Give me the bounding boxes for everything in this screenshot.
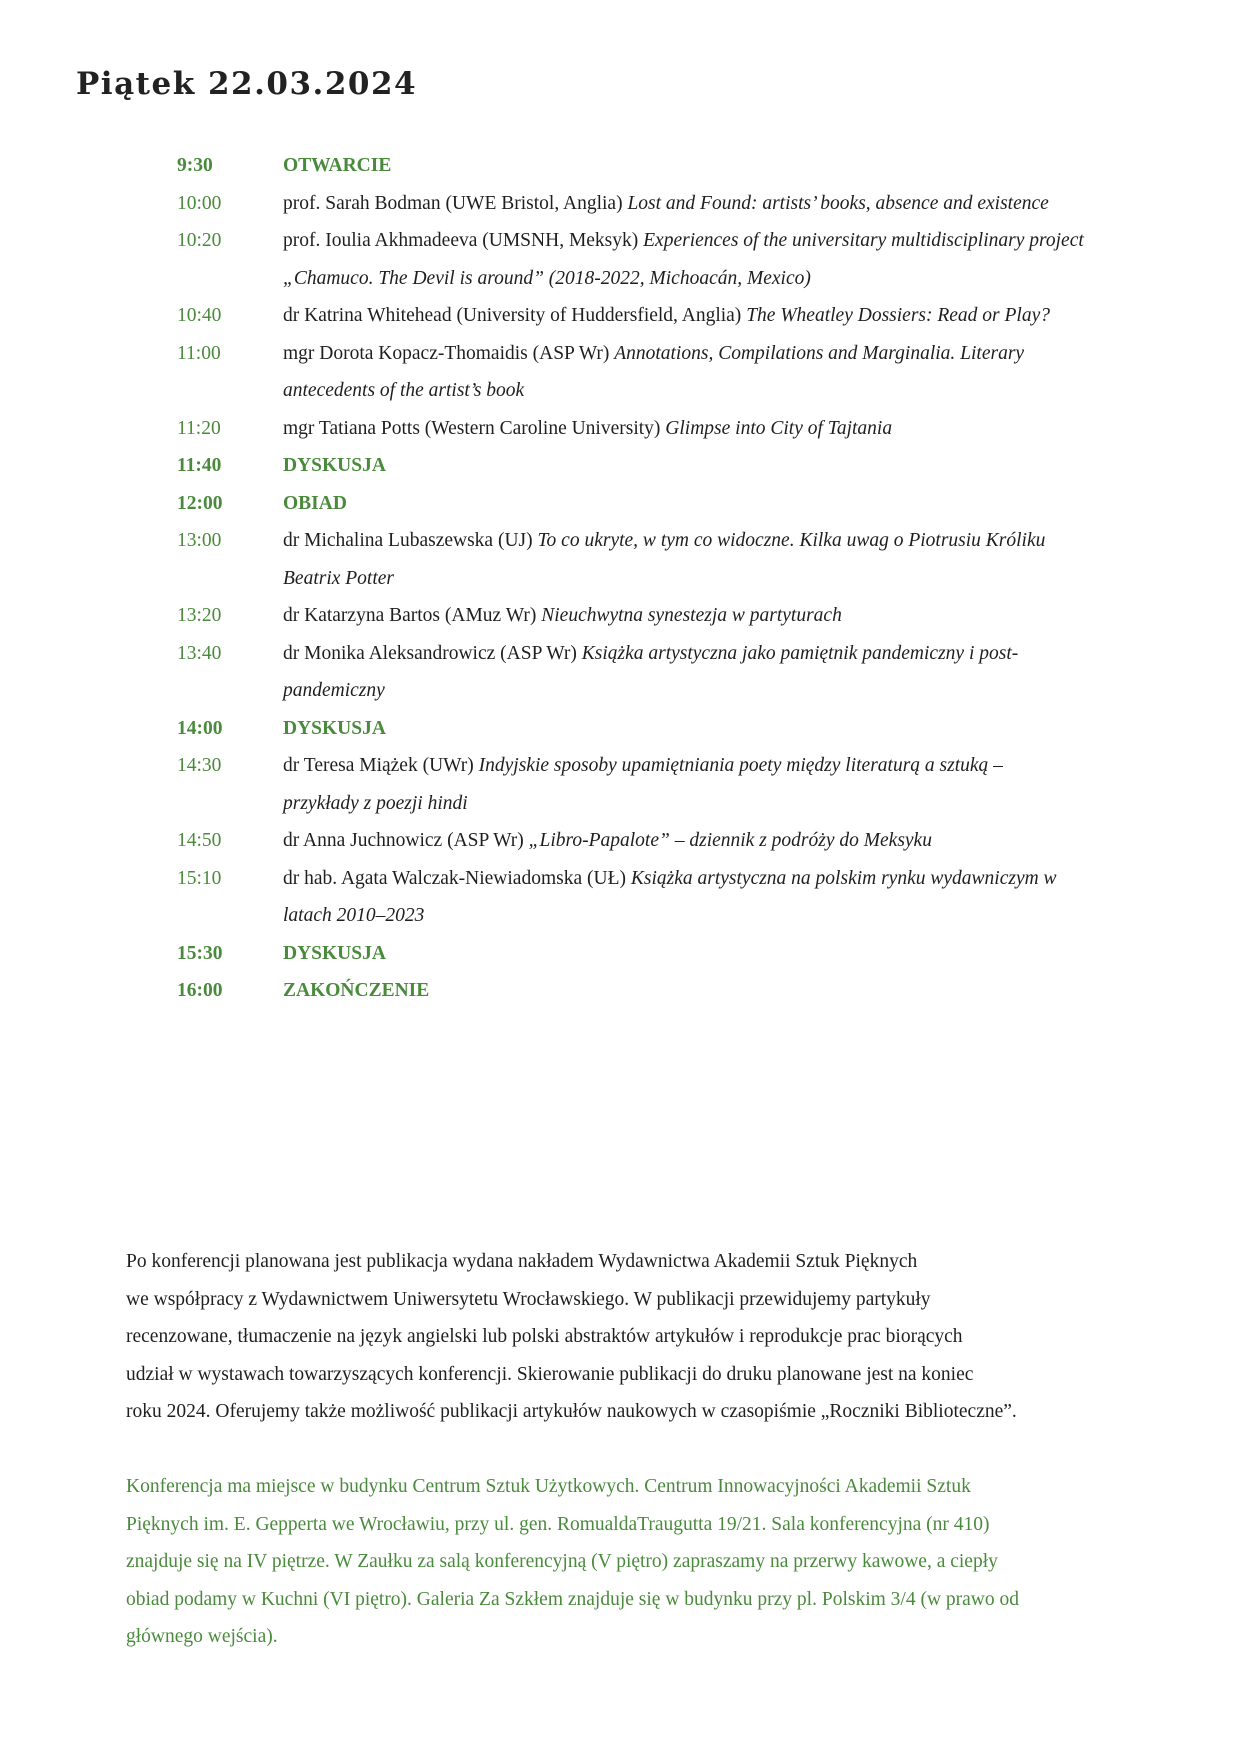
schedule-row <box>177 522 1177 597</box>
paragraph-line: znajduje się na IV piętrze. W Zaułku za salą konferencyjną (V piętro) zapraszamy na przerwy kawowe, a ciepły <box>126 1551 998 1572</box>
venue-paragraph <box>126 1468 1126 1656</box>
schedule-row <box>177 972 1177 1010</box>
talk-title: Nieuchwytna synestezja w partyturach <box>541 605 842 626</box>
talk-title: Experiences of the universitary multidisciplinary project <box>643 230 1084 251</box>
speaker: dr Katarzyna Bartos (AMuz Wr) <box>283 605 537 626</box>
schedule-time: 13:20 <box>177 605 222 626</box>
publication-paragraph <box>126 1243 1126 1431</box>
talk-title-continued: przykłady z poezji hindi <box>283 792 468 814</box>
talk-title: Lost and Found: artists’ books, absence and existence <box>627 192 1049 214</box>
paragraph-line: recenzowane, tłumaczenie na język angielski lub polski abstraktów artykułów i reprodukcje prac biorących <box>126 1326 963 1347</box>
schedule-row <box>177 485 1177 523</box>
schedule-time: 14:00 <box>177 717 223 739</box>
schedule-content <box>283 185 1177 223</box>
break-label: OTWARCIE <box>283 155 392 176</box>
schedule-time: 13:00 <box>177 530 222 551</box>
talk-title: Annotations, Compilations and Marginalia. Literary <box>614 342 1025 364</box>
schedule-list <box>177 147 1177 1010</box>
speaker: prof. Ioulia Akhmadeeva (UMSNH, Meksyk) <box>283 230 639 251</box>
break-label: DYSKUSJA <box>283 942 386 964</box>
schedule-row <box>177 935 1177 973</box>
schedule-row <box>177 822 1177 860</box>
schedule-time: 16:00 <box>177 980 223 1001</box>
schedule-time: 13:40 <box>177 642 222 664</box>
schedule-time: 14:50 <box>177 830 222 851</box>
schedule-row <box>177 635 1177 710</box>
schedule-content <box>283 222 1177 297</box>
schedule-content <box>283 822 1177 860</box>
talk-title-continued: antecedents of the artist’s book <box>283 380 525 401</box>
schedule-content <box>283 972 1177 1010</box>
speaker: dr Monika Aleksandrowicz (ASP Wr) <box>283 642 577 664</box>
schedule-time: 10:40 <box>177 305 222 326</box>
speaker: dr Katrina Whitehead (University of Huddersfield, Anglia) <box>283 305 742 326</box>
schedule-time: 10:20 <box>177 230 222 251</box>
break-label: OBIAD <box>283 492 347 514</box>
talk-title: Indyjskie sposoby upamiętniania poety między literaturą a sztuką – <box>478 755 1003 776</box>
paragraph-line: głównego wejścia). <box>126 1626 278 1647</box>
schedule-content <box>283 522 1177 597</box>
talk-title: To co ukryte, w tym co widoczne. Kilka uwag o Piotrusiu Króliku <box>537 530 1046 551</box>
paragraph-line: Po konferencji planowana jest publikacja wydana nakładem Wydawnictwa Akademii Sztuk Pięknych <box>126 1251 918 1272</box>
schedule-content <box>283 485 1177 523</box>
schedule-row <box>177 597 1177 635</box>
talk-title-continued: „Chamuco. The Devil is around” (2018-2022, Michoacán, Mexico) <box>283 267 811 289</box>
schedule-row <box>177 447 1177 485</box>
speaker: prof. Sarah Bodman (UWE Bristol, Anglia) <box>283 192 623 214</box>
schedule-row <box>177 335 1177 410</box>
schedule-row <box>177 297 1177 335</box>
talk-title: „Libro-Papalote” – dziennik z podróży do Meksyku <box>528 830 932 851</box>
talk-title: Książka artystyczna jako pamiętnik pandemiczny i post- <box>581 642 1019 664</box>
speaker: dr hab. Agata Walczak-Niewiadomska (UŁ) <box>283 867 626 889</box>
schedule-content <box>283 297 1177 335</box>
schedule-row <box>177 710 1177 748</box>
schedule-time: 15:10 <box>177 867 222 889</box>
break-label: ZAKOŃCZENIE <box>283 980 430 1001</box>
talk-title: Książka artystyczna na polskim rynku wydawniczym w <box>630 867 1057 889</box>
schedule-row <box>177 222 1177 297</box>
speaker: dr Anna Juchnowicz (ASP Wr) <box>283 830 524 851</box>
schedule-content <box>283 410 1177 448</box>
schedule-content <box>283 860 1177 935</box>
paragraph-line: roku 2024. Oferujemy także możliwość publikacji artykułów naukowych w czasopiśmie „Roczniki Biblioteczne”. <box>126 1401 1017 1422</box>
break-label: DYSKUSJA <box>283 455 386 476</box>
paragraph-line: we współpracy z Wydawnictwem Uniwersytetu Wrocławskiego. W publikacji przewidujemy partykuły <box>126 1288 931 1310</box>
schedule-time: 10:00 <box>177 192 222 214</box>
paragraph-line: obiad podamy w Kuchni (VI piętro). Galeria Za Szkłem znajduje się w budynku przy pl. Polskim 3/4 (w prawo od <box>126 1588 1020 1610</box>
talk-title: The Wheatley Dossiers: Read or Play? <box>746 305 1050 326</box>
schedule-content <box>283 447 1177 485</box>
paragraph-line: Pięknych im. E. Gepperta we Wrocławiu, przy ul. gen. RomualdaTraugutta 19/21. Sala konferencyjna (nr 410) <box>126 1513 990 1535</box>
break-label: DYSKUSJA <box>283 717 386 739</box>
talk-title-continued: latach 2010–2023 <box>283 905 425 926</box>
paragraph-line: Konferencja ma miejsce w budynku Centrum Sztuk Użytkowych. Centrum Innowacyjności Akademii Sztuk <box>126 1476 971 1497</box>
schedule-content <box>283 710 1177 748</box>
schedule-content <box>283 597 1177 635</box>
speaker: mgr Dorota Kopacz-Thomaidis (ASP Wr) <box>283 342 610 364</box>
speaker: dr Michalina Lubaszewska (UJ) <box>283 530 533 551</box>
schedule-time: 11:00 <box>177 342 221 364</box>
schedule-row <box>177 860 1177 935</box>
schedule-time: 12:00 <box>177 492 223 514</box>
schedule-row <box>177 185 1177 223</box>
schedule-row <box>177 747 1177 822</box>
schedule-time: 11:20 <box>177 417 221 439</box>
schedule-row <box>177 410 1177 448</box>
schedule-content <box>283 147 1177 185</box>
speaker: mgr Tatiana Potts (Western Caroline University) <box>283 417 661 439</box>
schedule-row <box>177 147 1177 185</box>
schedule-time: 15:30 <box>177 942 223 964</box>
schedule-time: 14:30 <box>177 755 222 776</box>
schedule-time: 9:30 <box>177 155 213 176</box>
talk-title: Glimpse into City of Tajtania <box>665 417 893 439</box>
schedule-time: 11:40 <box>177 455 222 476</box>
paragraph-line: udział w wystawach towarzyszących konferencji. Skierowanie publikacji do druku planowane jest na koniec <box>126 1363 974 1385</box>
schedule-content <box>283 335 1177 410</box>
talk-title-continued: Beatrix Potter <box>283 567 395 589</box>
schedule-content <box>283 935 1177 973</box>
speaker: dr Teresa Miążek (UWr) <box>283 755 474 776</box>
page-title: Piątek 22.03.2024 <box>76 66 418 102</box>
schedule-content <box>283 747 1177 822</box>
schedule-content <box>283 635 1177 710</box>
talk-title-continued: pandemiczny <box>283 680 385 701</box>
